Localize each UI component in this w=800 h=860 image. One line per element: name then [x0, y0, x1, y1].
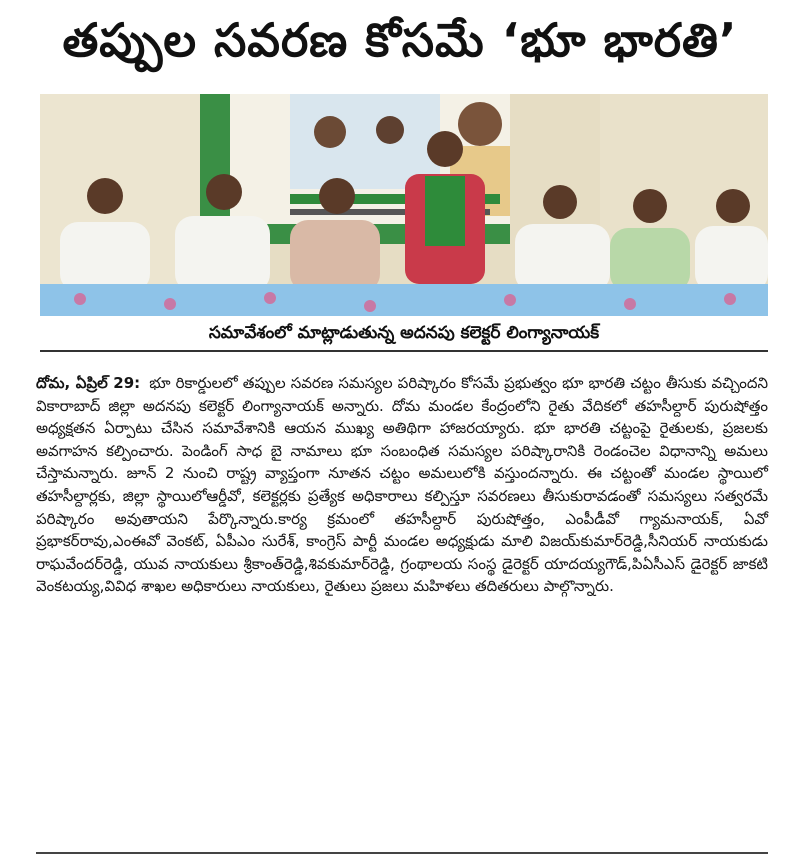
article-text: భూ రికార్డులలో తప్పుల సవరణ సమస్యల పరిష్కారం కోసమే ప్రభుత్వం భూ భారతి చట్టం తీసుకు వచ్చిందని వికారాబాద్ జిల్లా అదనపు కలెక్టర్ లింగ్యానాయక్ అన్నారు. దోమ మండల కేంద్రంలోని రైతు వేదికలో తహసీల్దార్ పురుషోత్తం అధ్యక్షతన ఏర్పాటు చేసిన సమావేశానికి ఆయన ముఖ్య అతిథిగా హాజరయ్యారు. భూ భారతి చట్టంపై రైతులకు, ప్రజలకు అవగాహన కల్పించారు. పెండింగ్ సాధ బై నామాలు భూ సంబంధిత సమస్యల పరిష్కారానికి రెండంచెల విధానాన్ని అమలు చేస్తామన్నారు. జూన్ 2 నుంచి రాష్ట్ర వ్యాప్తంగా నూతన చట్టం అమలులోకి వస్తుందన్నారు. ఈ చట్టంతో మండల స్థాయిలో తహసీల్దార్లకు, జిల్లా స్థాయిలోఆర్డీవో, కలెక్టర్లకు ప్రత్యేక అధికారాలు కల్పిస్తూ సవరణలు తీసుకురావడంతో సమస్యలు సత్వరమే పరిష్కారం అవుతాయని పేర్కొన్నారు.కార్య క్రమంలో తహసీల్దార్ పురుషోత్తం, ఎంపీడీవో గ్యామనాయక్, ఏవో ప్రభాకర్‌రావు,ఎంఈవో వెంకట్, ఏపీఎం సురేశ్, కాంగ్రెస్ పార్టీ మండల అధ్యక్షుడు మాలి విజయ్‌కుమార్‌రెడ్డి,సీనియర్ నాయకుడు రాఘవేందర్‌రెడ్డి, యువ నాయకులు శ్రీకాంత్‌రెడ్డి,శివకుమార్‌రెడ్డి, గ్రంథాలయ సంస్థ డైరెక్టర్ యాదయ్యగౌడ్,పిఏసీఎస్ డైరెక్టర్ జాకటి వెంకటయ్య,వివిధ శాఖల అధికారులు నాయకులు, రైతులు ప్రజలు మహిళలు తదితరులు పాల్గొన్నారు.: [36, 374, 768, 596]
photo-caption: సమావేశంలో మాట్లాడుతున్న అదనపు కలెక్టర్ లింగ్యానాయక్: [40, 316, 768, 352]
bottom-divider: [36, 852, 768, 854]
article-body: [36, 372, 768, 598]
news-photo: [40, 94, 768, 316]
headline: తప్పుల సవరణ కోసమే ‘భూ భారతి’: [62, 13, 738, 67]
dateline: దోమ, ఏప్రిల్ 29:: [36, 374, 141, 392]
